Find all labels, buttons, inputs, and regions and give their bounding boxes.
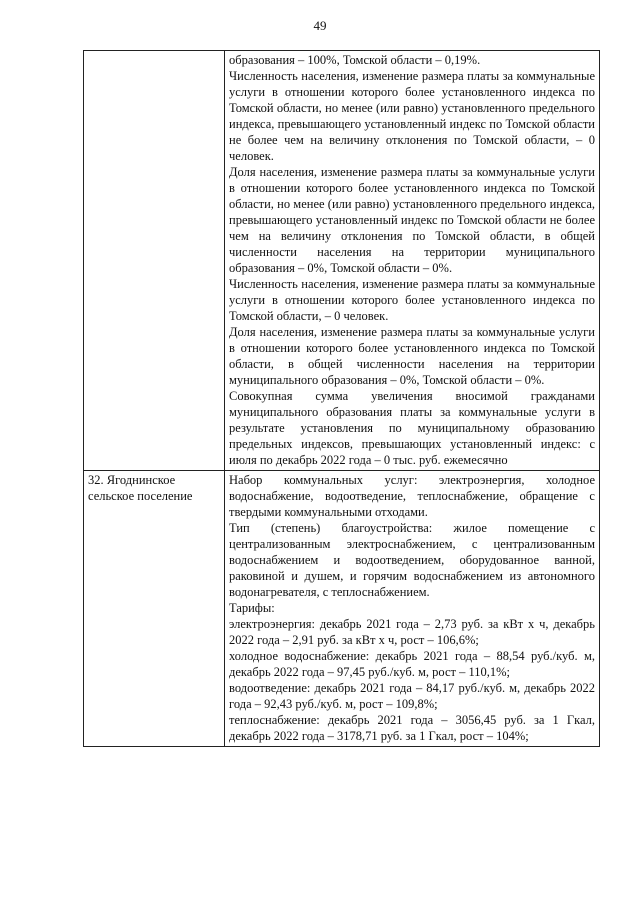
table-row bbox=[84, 51, 600, 471]
paragraph: Численность населения, изменение размера платы за коммунальные услуги в отношении которого более установленного индекса по Томской области, но менее (или равно) установленного предельного индекса, превышающего установленный индекс по Томской области не более чем на величину отклонения по Томской области, – 0 человек. bbox=[229, 69, 595, 163]
paragraph: теплоснабжение: декабрь 2021 года – 3056,45 руб. за 1 Гкал, декабрь 2022 года – 3178,71 руб. за 1 Гкал, рост – 104%; bbox=[229, 713, 595, 743]
description-cell bbox=[225, 51, 600, 471]
paragraph: Доля населения, изменение размера платы за коммунальные услуги в отношении которого более установленного индекса по Томской области, но менее (или равно) установленного предельного индекса, превышающего установленный индекс по Томской области не более чем на величину отклонения по Томской области, в общей численности населения на территории муниципального образования – 0%, Томской области – 0%. bbox=[229, 165, 595, 275]
page-number: 49 bbox=[313, 18, 327, 33]
settlement-name: 32. Ягоднинское сельское поселение bbox=[88, 473, 193, 503]
paragraph: образования – 100%, Томской области – 0,19%. bbox=[229, 53, 481, 67]
paragraph: электроэнергия: декабрь 2021 года – 2,73 руб. за кВт х ч, декабрь 2022 года – 2,91 руб. за кВт х ч, рост – 106,6%; bbox=[229, 617, 595, 647]
paragraph: Тарифы: bbox=[229, 601, 275, 615]
paragraph: Тип (степень) благоустройства: жилое помещение с централизованным электроснабжением, с централизованным водоснабжением и водоотведением, оборудованное ванной, раковиной и душем, и горячим водоснабжением из автономного водонагревателя, с теплоснабжением. bbox=[229, 521, 595, 599]
paragraph: Набор коммунальных услуг: электроэнергия, холодное водоснабжение, водоотведение, теплоснабжение, обращение с твердыми коммунальными отходами. bbox=[229, 473, 595, 519]
settlement-cell bbox=[84, 51, 225, 471]
table-row bbox=[84, 471, 600, 747]
paragraph: Доля населения, изменение размера платы за коммунальные услуги в отношении которого более установленного индекса по Томской области, в общей численности населения на территории муниципального образования – 0%, Томской области – 0%. bbox=[229, 325, 595, 387]
paragraph: Численность населения, изменение размера платы за коммунальные услуги в отношении которого более установленного индекса по Томской области, – 0 человек. bbox=[229, 277, 595, 323]
paragraph: Совокупная сумма увеличения вносимой гражданами муниципального образования платы за коммунальные услуги в результате установления по муниципальному образованию предельных индексов, превышающих установленный индекс: с июля по декабрь 2022 года – 0 тыс. руб. ежемесячно bbox=[229, 389, 595, 467]
paragraph: водоотведение: декабрь 2021 года – 84,17 руб./куб. м, декабрь 2022 года – 92,43 руб./куб. м, рост – 109,8%; bbox=[229, 681, 595, 711]
tariff-table bbox=[83, 50, 600, 747]
description-cell bbox=[225, 471, 600, 747]
settlement-cell bbox=[84, 471, 225, 747]
paragraph: холодное водоснабжение: декабрь 2021 года – 88,54 руб./куб. м, декабрь 2022 года – 97,45 руб./куб. м, рост – 110,1%; bbox=[229, 649, 595, 679]
